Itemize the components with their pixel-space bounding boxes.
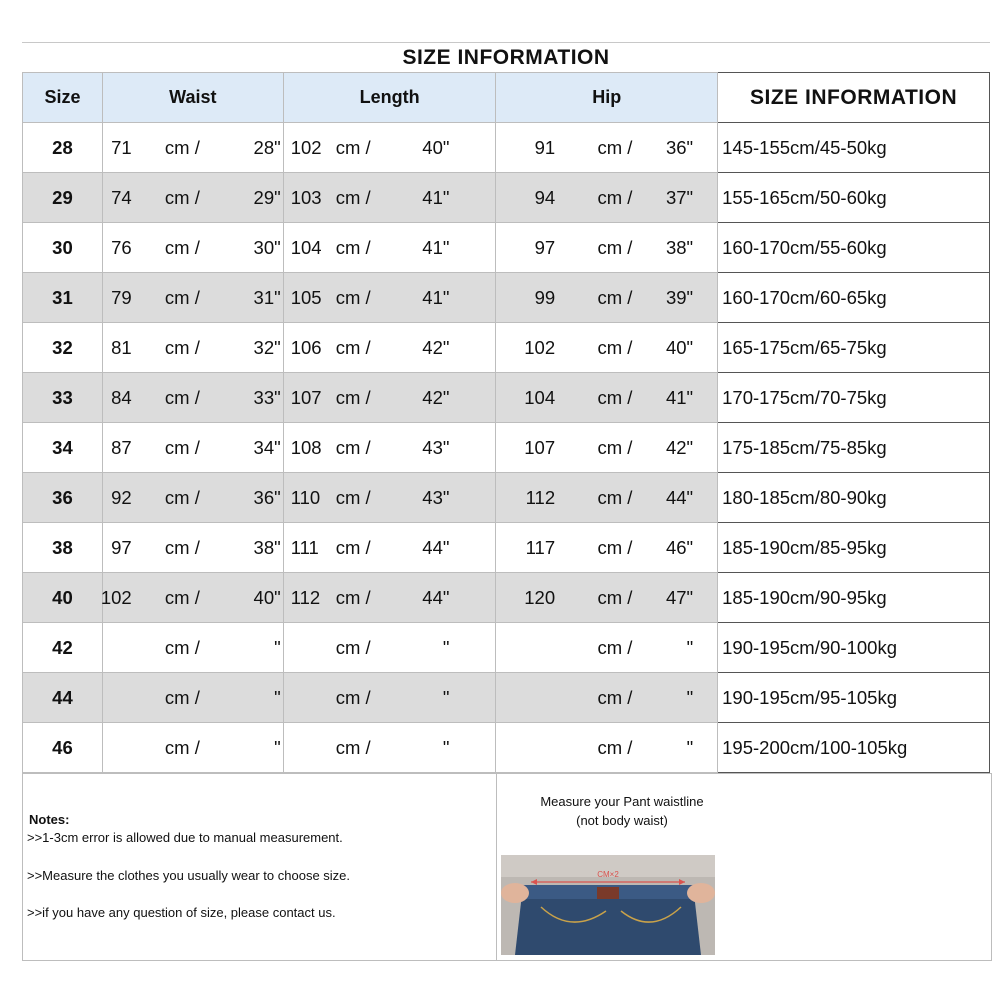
size-cell: 32 [23,323,103,373]
waist-unit: cm / [164,287,200,308]
length-unit: cm / [335,287,371,308]
hip-cell [496,373,718,423]
table-row [23,623,990,673]
length-cm-value: 112 [290,587,321,608]
table-row [23,473,990,523]
hip-unit: cm / [597,337,633,358]
length-inch-value: 41" [422,237,450,258]
hip-inch-value: 42" [665,437,694,458]
waist-cell [102,173,283,223]
hip-inch-value: " [686,687,694,708]
length-cm-value: 103 [290,187,322,208]
measure-caption-line2: (not body waist) [576,813,668,828]
length-cm-value: 104 [290,237,322,258]
waist-inch-value: 28" [253,137,281,158]
waist-cm-value: 87 [111,437,132,458]
waist-unit: cm / [164,187,200,208]
waist-cell [102,373,283,423]
hip-cell [496,173,718,223]
length-unit: cm / [335,137,371,158]
hip-cell [496,623,718,673]
hip-cm-value: 104 [524,387,556,408]
length-cell [283,473,496,523]
waist-cell [102,723,283,773]
hip-cm-value: 99 [534,287,556,308]
length-cell [283,573,496,623]
length-cm-value: 105 [290,287,322,308]
length-inch-value: 43" [422,487,450,508]
hip-unit: cm / [597,137,633,158]
waist-unit: cm / [164,637,200,658]
length-inch-value: 43" [422,437,450,458]
table-row [23,523,990,573]
length-unit: cm / [335,687,371,708]
hip-cell [496,273,718,323]
size-cell: 46 [23,723,103,773]
length-cm-value: 108 [290,437,322,458]
size-info-cell: 190-195cm/90-100kg [718,623,990,673]
hip-inch-value: 41" [665,387,694,408]
waist-cell [102,473,283,523]
waist-unit: cm / [164,437,200,458]
waist-inch-value: " [274,637,281,658]
header-size: Size [23,73,103,123]
waist-unit: cm / [164,537,200,558]
size-info-cell: 160-170cm/60-65kg [718,273,990,323]
hip-unit: cm / [597,187,633,208]
length-inch-value: 44" [422,537,450,558]
hip-cell [496,723,718,773]
waist-inch-value: 40" [253,587,281,608]
waist-cell [102,123,283,173]
waist-cell [102,223,283,273]
waist-inch-value: 34" [253,437,281,458]
waist-cell [102,523,283,573]
waist-cm-value: 102 [100,587,132,608]
length-cell [283,523,496,573]
size-cell: 44 [23,673,103,723]
length-unit: cm / [335,337,371,358]
length-unit: cm / [335,587,371,608]
size-info-cell: 155-165cm/50-60kg [718,173,990,223]
hip-inch-value: 39" [665,287,694,308]
length-unit: cm / [335,237,371,258]
waist-cell [102,673,283,723]
size-cell: 34 [23,423,103,473]
waist-inch-value: 30" [253,237,281,258]
table-row [23,273,990,323]
hip-inch-value: 47" [665,587,694,608]
waist-inch-value: 36" [253,487,281,508]
size-cell: 38 [23,523,103,573]
length-cm-value: 107 [290,387,322,408]
measure-panel [496,773,992,961]
note-item: >>Measure the clothes you usually wear to choose size. [27,868,351,883]
waist-cm-value: 92 [111,487,132,508]
length-cm-value: 111 [290,537,319,558]
hip-inch-value: 38" [665,237,694,258]
hip-cm-value: 112 [525,487,556,508]
waist-cm-value: 81 [111,337,132,358]
length-cell [283,373,496,423]
hip-unit: cm / [597,637,633,658]
length-unit: cm / [335,487,371,508]
size-info-cell: 190-195cm/95-105kg [718,673,990,723]
table-row [23,123,990,173]
header-length: Length [283,73,496,123]
length-cell [283,123,496,173]
notes-title: Notes: [29,812,70,827]
waist-inch-value: 29" [253,187,281,208]
waist-unit: cm / [164,237,200,258]
size-cell: 30 [23,223,103,273]
size-cell: 33 [23,373,103,423]
size-info-cell: 195-200cm/100-105kg [718,723,990,773]
hip-inch-value: 44" [665,487,694,508]
notes-panel [22,773,497,961]
size-info-cell: 185-190cm/90-95kg [718,573,990,623]
table-row [23,223,990,273]
size-info-cell: 145-155cm/45-50kg [718,123,990,173]
hip-cell [496,673,718,723]
length-inch-value: 42" [422,387,450,408]
length-cell [283,323,496,373]
table-row [23,673,990,723]
hip-inch-value: 37" [665,187,694,208]
hip-cell [496,123,718,173]
size-info-cell: 170-175cm/70-75kg [718,373,990,423]
hip-unit: cm / [597,387,633,408]
size-cell: 40 [23,573,103,623]
header-size-information: SIZE INFORMATION [718,73,990,123]
length-cm-value: 106 [290,337,322,358]
waist-cell [102,423,283,473]
waist-cm-value: 71 [111,137,132,158]
size-cell: 31 [23,273,103,323]
header-hip: Hip [496,73,718,123]
waist-unit: cm / [164,687,200,708]
size-info-cell: 185-190cm/85-95kg [718,523,990,573]
hip-inch-value: 36" [665,137,694,158]
waist-unit: cm / [164,487,200,508]
hip-cm-value: 120 [524,587,556,608]
waist-inch-value: 38" [253,537,281,558]
length-inch-value: 41" [422,287,450,308]
length-inch-value: 40" [422,137,450,158]
waist-cell [102,323,283,373]
length-cm-value: 110 [290,487,321,508]
waist-unit: cm / [164,737,200,758]
waist-cell [102,573,283,623]
waist-unit: cm / [164,587,200,608]
waist-unit: cm / [164,137,200,158]
length-unit: cm / [335,387,371,408]
waist-cm-value: 97 [111,537,132,558]
hip-cm-value: 97 [534,237,556,258]
waist-cm-value: 84 [111,387,132,408]
length-inch-value: 44" [422,587,450,608]
hip-unit: cm / [597,437,633,458]
jeans-waist-photo [501,855,715,955]
waist-cell [102,273,283,323]
hip-cm-value: 94 [534,187,556,208]
waist-inch-value: 32" [253,337,281,358]
waist-unit: cm / [164,387,200,408]
header-waist: Waist [102,73,283,123]
hip-unit: cm / [597,587,633,608]
note-item: >>if you have any question of size, please contact us. [27,905,336,920]
hip-cell [496,523,718,573]
length-unit: cm / [335,437,371,458]
waist-cell [102,623,283,673]
waist-unit: cm / [164,337,200,358]
length-unit: cm / [335,187,371,208]
length-cell [283,623,496,673]
length-inch-value: " [442,687,450,708]
table-row [23,373,990,423]
photo-label: CM×2 [597,870,619,879]
hip-unit: cm / [597,687,633,708]
waist-inch-value: 31" [253,287,281,308]
size-cell: 36 [23,473,103,523]
table-row [23,423,990,473]
waist-inch-value: 33" [253,387,281,408]
hip-cell [496,223,718,273]
length-cm-value: 102 [290,137,322,158]
chart-title: SIZE INFORMATION [22,42,990,73]
hip-unit: cm / [597,237,633,258]
waist-cm-value: 79 [111,287,132,308]
length-unit: cm / [335,737,371,758]
hip-cm-value: 102 [524,337,556,358]
length-cell [283,223,496,273]
hip-unit: cm / [597,537,633,558]
measure-caption-line1: Measure your Pant waistline [540,794,704,809]
hip-cm-value: 91 [534,137,556,158]
size-table [22,72,990,773]
length-cell [283,423,496,473]
length-cell [283,173,496,223]
size-cell: 28 [23,123,103,173]
hip-unit: cm / [597,287,633,308]
length-inch-value: 42" [422,337,450,358]
length-inch-value: " [442,737,450,758]
note-item: >>1-3cm error is allowed due to manual measurement. [27,830,343,845]
length-cell [283,673,496,723]
hip-inch-value: 46" [665,537,694,558]
hip-unit: cm / [597,487,633,508]
hip-inch-value: " [686,637,694,658]
hip-cm-value: 107 [524,437,556,458]
size-info-cell: 175-185cm/75-85kg [718,423,990,473]
hip-cell [496,573,718,623]
hip-cell [496,423,718,473]
waist-cm-value: 74 [111,187,132,208]
waist-inch-value: " [274,687,281,708]
size-info-cell: 160-170cm/55-60kg [718,223,990,273]
waist-cm-value: 76 [111,237,132,258]
hip-cell [496,323,718,373]
hip-inch-value: " [686,737,694,758]
table-header-row [23,73,990,123]
size-cell: 29 [23,173,103,223]
length-inch-value: " [442,637,450,658]
measure-caption [497,792,747,830]
size-info-cell: 165-175cm/65-75kg [718,323,990,373]
size-cell: 42 [23,623,103,673]
size-chart [22,42,990,960]
table-row [23,173,990,223]
length-cell [283,723,496,773]
size-info-cell: 180-185cm/80-90kg [718,473,990,523]
table-row [23,723,990,773]
hip-inch-value: 40" [665,337,694,358]
length-unit: cm / [335,637,371,658]
hip-unit: cm / [597,737,633,758]
waist-inch-value: " [274,737,281,758]
hip-cell [496,473,718,523]
length-inch-value: 41" [422,187,450,208]
length-cell [283,273,496,323]
length-unit: cm / [335,537,371,558]
table-row [23,323,990,373]
hip-cm-value: 117 [525,537,556,558]
table-row [23,573,990,623]
